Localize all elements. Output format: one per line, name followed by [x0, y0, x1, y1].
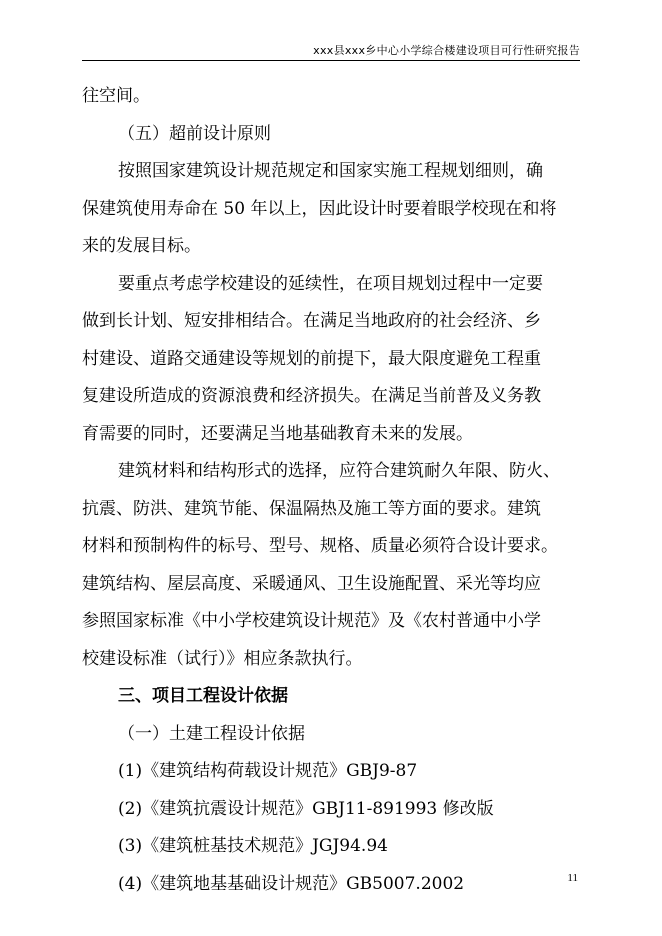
paragraph-line: 建筑材料和结构形式的选择，应符合建筑耐久年限、防火、	[118, 461, 560, 481]
paragraph-line: 育需要的同时，还要满足当地基础教育未来的发展。	[82, 423, 473, 444]
paragraph-line: 复建设所造成的资源浪费和经济损失。在满足当前普及义务教	[82, 386, 541, 406]
subsection-heading: （一）土建工程设计依据	[118, 723, 305, 744]
header-rule	[82, 60, 580, 61]
paragraph-line: 要重点考虑学校建设的延续性，在项目规划过程中一定要	[118, 273, 543, 294]
page-number: 11	[567, 872, 578, 884]
running-header: xxx县xxx乡中心小学综合楼建设项目可行性研究报告	[313, 44, 580, 57]
paragraph-line: 校建设标准（试行）》相应条款执行。	[82, 648, 363, 669]
paragraph-line: 按照国家建筑设计规范规定和国家实施工程规划细则，确	[118, 161, 543, 181]
paragraph-line: 往空间。	[82, 86, 150, 106]
list-item: (1)《建筑结构荷载设计规范》GBJ9-87	[118, 761, 418, 781]
list-item: (4)《建筑地基基础设计规范》GB5007.2002	[118, 873, 465, 894]
paragraph-line: 材料和预制构件的标号、型号、规格、质量必须符合设计要求。	[82, 536, 558, 556]
paragraph-line: 参照国家标准《中小学校建筑设计规范》及《农村普通中小学	[82, 611, 541, 631]
paragraph-line: 抗震、防洪、建筑节能、保温隔热及施工等方面的要求。建筑	[82, 498, 541, 519]
paragraph-line: 保建筑使用寿命在 50 年以上，因此设计时要着眼学校现在和将	[82, 198, 557, 219]
list-item: (3)《建筑桩基技术规范》JGJ94.94	[118, 836, 388, 856]
page-body	[82, 78, 582, 903]
paragraph-line: 来的发展目标。	[82, 236, 201, 256]
subsection-heading: （五）超前设计原则	[118, 123, 271, 144]
list-item: (2)《建筑抗震设计规范》GBJ11-891993 修改版	[118, 798, 494, 819]
paragraph-line: 做到长计划、短安排相结合。在满足当地政府的社会经济、乡	[82, 311, 541, 331]
paragraph-line: 建筑结构、屋层高度、采暖通风、卫生设施配置、采光等均应	[82, 573, 541, 594]
section-heading: 三、项目工程设计依据	[118, 686, 288, 706]
paragraph-line: 村建设、道路交通建设等规划的前提下，最大限度避免工程重	[82, 348, 541, 369]
